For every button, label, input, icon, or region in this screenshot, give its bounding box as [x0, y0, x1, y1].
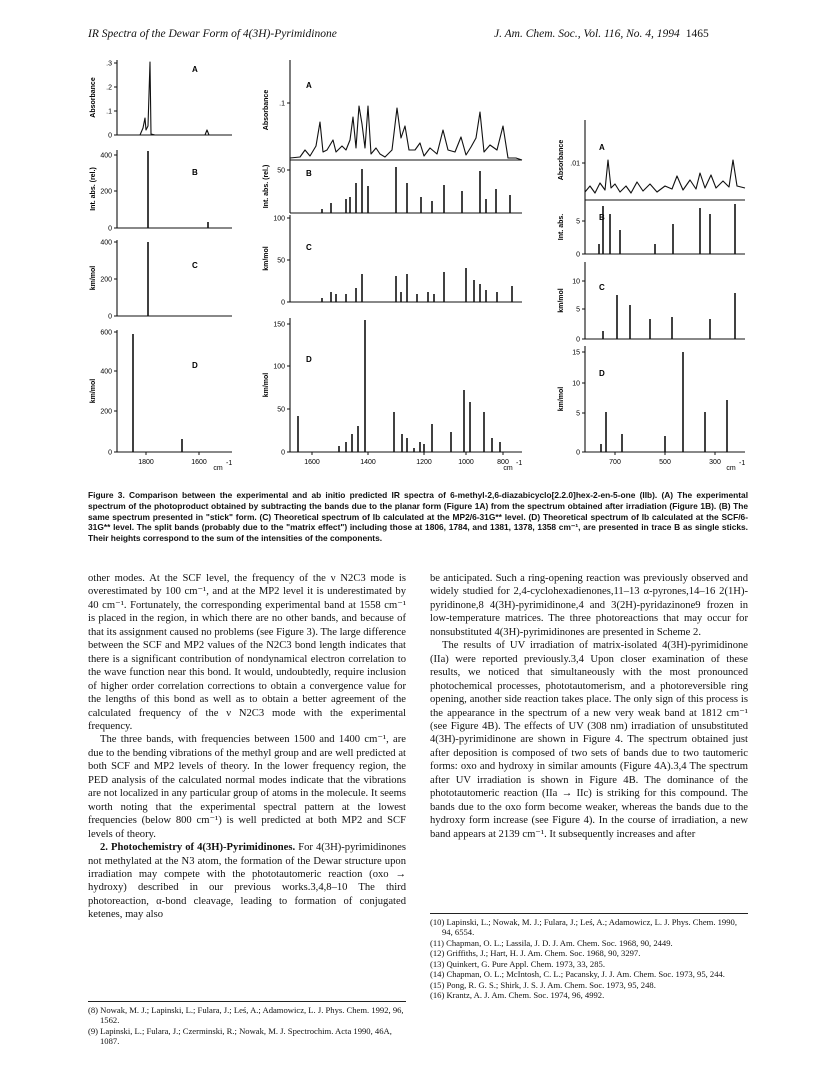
x-unit-label: cm	[213, 465, 223, 472]
y-tick-label: 200	[100, 408, 112, 416]
y-tick-label: 10	[572, 380, 580, 388]
y-tick-label: 150	[273, 321, 285, 329]
y-tick-label: .1	[279, 100, 285, 108]
footnote: (10) Lapinski, L.; Nowak, M. J.; Fulara, J.; Leś, A.; Adamowicz, L. J. Phys. Chem. 1990, 94, 6554.	[430, 917, 737, 938]
y-tick-label: 0	[281, 299, 285, 307]
paragraph: be anticipated. Such a ring-opening reaction was previously observed and widely studied for 2,4-cyclohexadienones,11–13 α-pyrones,14–16 2(1H)-pyridinone,8 4(3H)-pyrimidinone,4 and 3(2H)-pyridazinone9 frozen in low-temperature matrices. The three photoreactions that may occur for nonsubstituted 4(3H)-pyrimidinones are presented in Scheme 2.	[430, 573, 748, 638]
right-text-column	[430, 572, 748, 841]
y-tick-label: 200	[100, 276, 112, 284]
x-tick-label: 1600	[304, 459, 320, 466]
y-axis-label: Int. abs.	[558, 213, 565, 241]
figure-caption	[88, 490, 748, 544]
footnote: (11) Chapman, O. L.; Lassila, J. D. J. Am. Chem. Soc. 1968, 90, 2449.	[430, 937, 673, 948]
panel-letter-A: A	[192, 65, 198, 74]
y-tick-label: 200	[100, 188, 112, 196]
x-tick-label: 1600	[191, 459, 207, 466]
y-tick-label: .2	[106, 84, 112, 92]
figure-3-spectra	[0, 0, 827, 490]
y-tick-label: 0	[576, 449, 580, 457]
y-axis-label: km/mol	[558, 386, 565, 412]
y-tick-label: 0	[108, 313, 112, 321]
panel-letter-A: A	[306, 81, 312, 90]
y-tick-label: 400	[100, 239, 112, 247]
x-tick-label: 300	[709, 459, 721, 466]
y-tick-label: 0	[108, 132, 112, 140]
footnote: (15) Pong, R. G. S.; Shirk, J. S. J. Am. Chem. Soc. 1973, 95, 248.	[430, 979, 656, 990]
y-axis-label: Absorbance	[263, 89, 270, 131]
y-tick-label: 0	[576, 336, 580, 344]
paragraph: The results of UV irradiation of matrix-isolated 4(3H)-pyrimidinone (IIa) were reported previously.3,4 Upon closer examination of these results, we noticed that simultaneously with the most pronounced photochemical processes, phototautomerism, and a photoreversible ring opening, another side reaction takes place. The only sign of this process is the appearance in the spectrum of a new very weak band at 1812 cm⁻¹ (see Figure 4B). The effects of UV (308 nm) irradiation of unsubstituted 4(3H)-pyrimidinone are shown in Figure 4. The spectrum obtained just after deposition is composed of two sets of bands due to two tautomeric forms: oxo and hydroxy in similar amounts (Figure 4A).3,4 The spectrum after UV irradiation is shown in Figure 4B. The dominance of the phototautomeric reaction (IIa → IIc) is striking for this compound. The bands due to the oxo form become weaker, whereas the bands due to the hydroxy form increase (see Figure 4). In the course of irradiation, a new band appears at 2139 cm⁻¹. It subsequently increases and after	[430, 640, 748, 840]
y-tick-label: .01	[570, 160, 580, 168]
x-unit-exponent: -1	[226, 460, 233, 467]
y-tick-label: 0	[108, 449, 112, 457]
paragraph: other modes. At the SCF level, the frequency of the ν N2C3 mode is overestimated by 100 cm⁻¹, and at the MP2 level it is underestimated by 40 cm⁻¹. Fortunately, the corresponding experimental band at 1558 cm⁻¹ is placed in the region, in which there are no other bands, and because of that its assignment caused no problems (see Figure 3). The large difference between the SCF and MP2 values of the N2C3 bond length indicates that there is a significant contribution of nondynamical electron correlation to the wave function near this bond. It would, undoubtedly, require inclusion of higher order correlation corrections to obtain a convergence value for the lengths of this bond as well as to obtain a better agreement of the calculated frequency of the ν N2C3 mode with the experimental frequency.	[88, 573, 406, 732]
y-tick-label: 10	[572, 278, 580, 286]
footnote: (12) Griffiths, J.; Hart, H. J. Am. Chem. Soc. 1968, 90, 3297.	[430, 948, 641, 959]
x-unit-exponent: -1	[516, 460, 523, 467]
y-tick-label: 400	[100, 152, 112, 160]
footnote: (14) Chapman, O. L.; McIntosh, C. L.; Pacansky, J. J. Am. Chem. Soc. 1973, 95, 244.	[430, 969, 725, 980]
footnotes-left	[88, 1001, 406, 1047]
y-tick-label: 50	[277, 257, 285, 265]
panel-letter-C: C	[306, 243, 312, 252]
y-tick-label: 50	[277, 167, 285, 175]
y-axis-label: km/mol	[90, 378, 97, 404]
y-axis-label: km/mol	[90, 265, 97, 291]
panel-letter-C: C	[599, 283, 605, 292]
panel-letter-B: B	[306, 169, 312, 178]
x-unit-label: cm	[503, 465, 513, 472]
y-axis-label: Int. abs. (rel.)	[263, 164, 270, 209]
paragraph: For 4(3H)-pyrimidinones not methylated at the N3 atom, the formation of the Dewar structure upon irradiation may compete with the phototautomeric reaction (oxo → hydroxy) described in our previous works.3,4,8–10 The third photoreaction, α-bond cleavage, leading to formation of conjugated ketenes, may also	[88, 842, 406, 921]
y-tick-label: 100	[273, 363, 285, 371]
caption-label: Figure 3.	[88, 490, 125, 500]
y-tick-label: 100	[273, 215, 285, 223]
y-tick-label: 0	[576, 251, 580, 259]
panel-letter-D: D	[306, 355, 312, 364]
x-tick-label: 500	[659, 459, 671, 466]
y-axis-label: km/mol	[558, 288, 565, 313]
running-header-title: IR Spectra of the Dewar Form of 4(3H)-Pyrimidinone	[88, 28, 337, 40]
y-tick-label: 0	[108, 225, 112, 233]
x-tick-label: 1200	[416, 459, 432, 466]
footnote: (8) Nowak, M. J.; Lapinski, L.; Fulara, J.; Leś, A.; Adamowicz, L. J. Phys. Chem. 1992, 96, 1562.	[88, 1005, 404, 1026]
panel-letter-A: A	[599, 143, 605, 152]
y-tick-label: 5	[576, 410, 580, 418]
x-tick-label: 1000	[458, 459, 474, 466]
y-tick-label: .1	[106, 108, 112, 116]
page-number: 1465	[685, 28, 709, 40]
y-axis-label: Int. abs. (rel.)	[90, 167, 97, 211]
paragraph: The three bands, with frequencies between 1500 and 1400 cm⁻¹, are due to the bending vibrations of the methyl group and are well predicted at both SCF and MP2 levels of theory. In the lower frequency region, the PED analysis of the calculated normal modes indicate that the vibrations are not localized in any particular group of atoms in the molecule. It seems worth noting that the experimental spectral pattern at the lowest frequencies (below 800 cm⁻¹) is well predicted at both MP2 and SCF levels of theory.	[88, 734, 406, 840]
y-tick-label: 5	[576, 306, 580, 314]
y-tick-label: 50	[277, 406, 285, 414]
panel-letter-C: C	[192, 261, 198, 270]
journal-citation: J. Am. Chem. Soc., Vol. 116, No. 4, 1994	[494, 28, 680, 40]
footnote: (9) Lapinski, L.; Fulara, J.; Czerminski, R.; Nowak, M. J. Spectrochim. Acta 1990, 46A, 1087.	[88, 1025, 392, 1047]
footnote: (13) Quinkert, G. Pure Appl. Chem. 1973, 33, 285.	[430, 958, 605, 969]
panel-letter-B: B	[192, 168, 198, 177]
x-tick-label: 1800	[138, 459, 154, 466]
panel-letter-B: B	[599, 213, 605, 222]
section-heading: 2. Photochemistry of 4(3H)-Pyrimidinones.	[100, 842, 296, 854]
panel-letter-D: D	[192, 361, 198, 370]
caption-text: Comparison between the experimental and ab initio predicted IR spectra of 6-methyl-2,6-diazabicyclo[2.2.0]hex-2-en-5-one (IIb). (A) The experimental spectrum of the photoproduct obtained by subtracting the bands due to the planar form (Figure 1A) from the spectrum obtained after irradiation (Figure 1B). (B) The same spectrum presented in "stick" form. (C) Theoretical spectrum of Ib calculated at the MP2/6-31G** level. (D) Theoretical spectrum of Ib calculated at the SCF/6-31G** level. The split bands (probably due to the "matrix effect") including those at 1806, 1784, and 1381, 1378, 1358 cm⁻¹, are presented in trace B as single sticks. Their heights correspond to the sum of the intensities of the components.	[88, 490, 749, 543]
x-tick-label: 800	[497, 459, 509, 466]
spectrum-middle-A	[290, 106, 522, 160]
panel-letter-D: D	[599, 369, 605, 378]
footnote: (16) Krantz, A. J. Am. Chem. Soc. 1974, 96, 4992.	[430, 990, 605, 1001]
x-unit-label: cm	[726, 465, 736, 472]
y-tick-label: 600	[100, 329, 112, 337]
x-unit-exponent: -1	[739, 460, 746, 467]
spectrum-right-A	[585, 160, 745, 193]
y-axis-label: km/mol	[263, 246, 270, 271]
y-tick-label: 0	[281, 449, 285, 457]
spectrum-left-A	[117, 62, 232, 135]
y-axis-label: km/mol	[263, 372, 270, 398]
y-axis-label: Absorbance	[90, 77, 97, 118]
y-tick-label: 15	[572, 349, 580, 357]
y-tick-label: 400	[100, 368, 112, 376]
y-axis-label: Absorbance	[558, 139, 565, 181]
y-tick-label: 5	[576, 218, 580, 226]
footnotes-right	[430, 913, 748, 1001]
x-tick-label: 1400	[360, 459, 376, 466]
y-tick-label: .3	[106, 60, 112, 68]
left-text-column	[88, 572, 406, 922]
x-tick-label: 700	[609, 459, 621, 466]
